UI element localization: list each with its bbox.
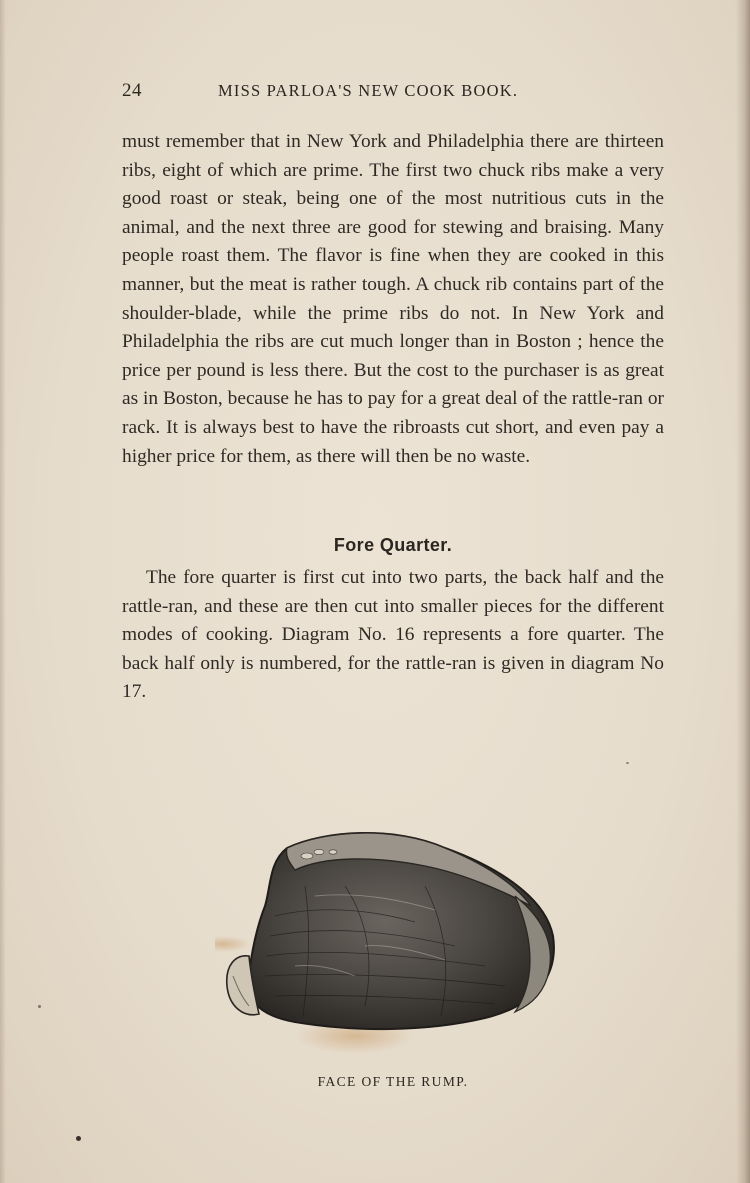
rump-engraving-illustration	[215, 826, 565, 1056]
paragraph-fore-quarter: The fore quarter is first cut into two parts, the back half and the rattle-ran, and these are then cut into smaller pieces for the different modes of cooking. Diagram No. 16 represents a fore quarter. The back half only is numbered, for the rattle-ran is given in diagram No 17.	[122, 567, 664, 703]
body-text-section	[122, 564, 664, 707]
page-edge-shadow-left	[0, 0, 6, 1183]
running-title: MISS PARLOA'S NEW COOK BOOK.	[218, 81, 519, 100]
paper-speck	[626, 762, 629, 764]
figure-caption: FACE OF THE RUMP.	[317, 1074, 469, 1089]
page-number: 24	[122, 80, 142, 101]
page-header	[122, 80, 665, 104]
page-edge-shadow-right	[736, 0, 750, 1183]
paper-speck	[76, 1136, 81, 1141]
body-text	[122, 128, 664, 471]
paper-speck	[38, 1005, 41, 1008]
paragraph-continued: must remember that in New York and Philadelphia there are thirteen ribs, eight of which are prime. The first two chuck ribs make a very good roast or steak, being one of the most nutritious cuts in the animal, and the next three are good for stewing and braising. Many people roast them. The flavor is fine when they are cooked in this manner, but the meat is rather tough. A chuck rib contains part of the shoulder-blade, while the prime ribs do not. In New York and Philadelphia the ribs are cut much longer than in Boston ; hence the price per pound is less there. But the cost to the purchaser is as great as in Boston, because he has to pay for a great deal of the rattle-ran or rack. It is always best to have the ribroasts cut short, and even pay a higher price for them, as there will then be no waste.	[122, 131, 664, 467]
section-heading: Fore Quarter.	[333, 535, 453, 555]
